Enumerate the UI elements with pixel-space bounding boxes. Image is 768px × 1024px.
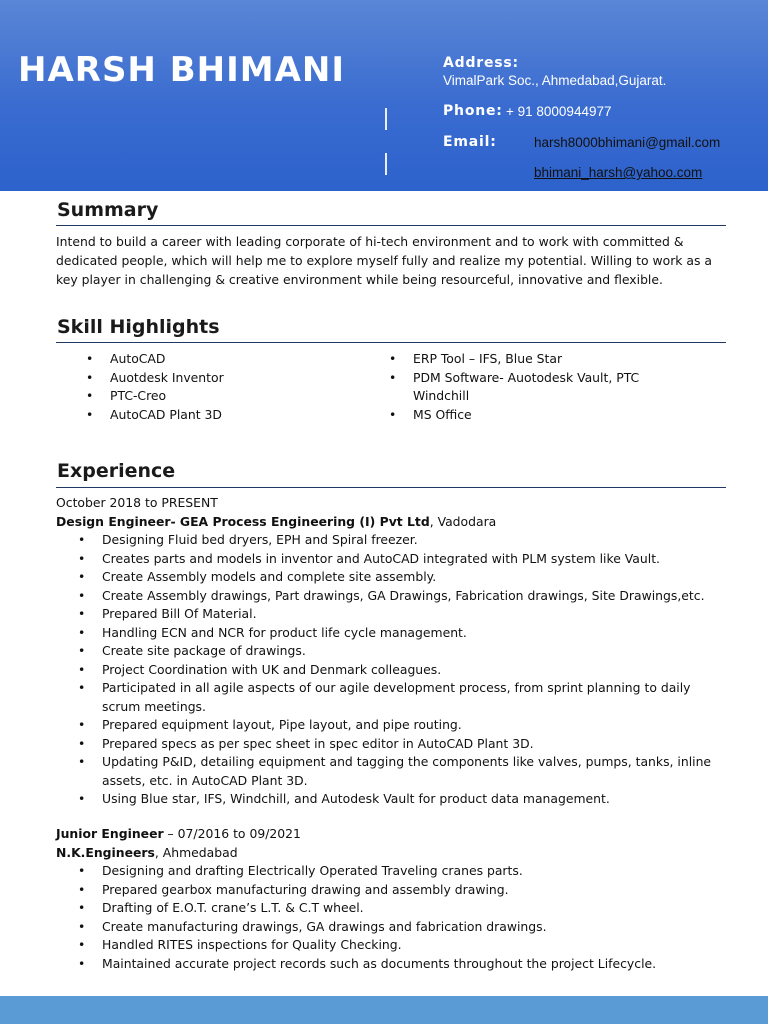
skills-list-left [110,350,370,424]
list-item: • Create site package of drawings. [56,642,726,661]
list-item: • Prepared Bill Of Material. [56,605,726,624]
list-item: • Create Assembly drawings, Part drawings, GA Drawings, Fabrication drawings, Site Drawings,etc. [56,587,726,606]
list-item: • Create Assembly models and complete site assembly. [56,568,726,587]
header-banner [0,0,768,191]
email-link-yahoo[interactable]: bhimani_harsh@yahoo.com [534,165,703,180]
list-item: • Handling ECN and NCR for product life cycle management. [56,624,726,643]
skill-item: • AutoCAD Plant 3D [110,406,370,425]
list-item: • Maintained accurate project records such as documents throughout the project Lifecycle. [56,955,726,974]
list-item: • Creates parts and models in inventor and AutoCAD integrated with PLM system like Vault. [56,550,726,569]
skill-item: • Auotdesk Inventor [110,369,370,388]
job-entry-gea [56,494,726,809]
list-item: • Updating P&ID, detailing equipment and tagging the components like valves, pumps, tanks, inline assets, etc. in AutoCAD Plant 3D. [56,753,726,790]
skills-list-right [413,350,663,424]
divider-bar [385,153,387,175]
phone-label: Phone: [443,103,503,119]
candidate-name: HARSH BHIMANI [18,50,346,90]
job-dates: October 2018 to PRESENT [56,495,218,510]
list-item: • Project Coordination with UK and Denmark colleagues. [56,661,726,680]
job-bullets [56,531,726,809]
job-title-line [56,513,726,532]
list-item: • Designing and drafting Electrically Operated Traveling cranes parts. [56,862,726,881]
summary-heading: Summary [57,199,159,221]
skill-item: • PDM Software- Auotodesk Vault, PTC Windchill [413,369,663,406]
list-item: • Prepared gearbox manufacturing drawing and assembly drawing. [56,881,726,900]
list-item: • Create manufacturing drawings, GA drawings and fabrication drawings. [56,918,726,937]
email-label: Email: [443,134,497,150]
job-company-line [56,844,726,863]
phone-value: + 91 8000944977 [506,104,612,119]
job-bullets [56,862,726,973]
list-item: • Handled RITES inspections for Quality Checking. [56,936,726,955]
job-dates: – 07/2016 to 09/2021 [163,826,301,841]
list-item: • Designing Fluid bed dryers, EPH and Spiral freezer. [56,531,726,550]
job-role: Junior Engineer [56,826,164,841]
section-divider [56,342,726,343]
divider-bar [385,108,387,130]
list-item: • Drafting of E.O.T. crane’s L.T. & C.T wheel. [56,899,726,918]
section-divider [56,225,726,226]
job-company: N.K.Engineers [56,844,155,860]
list-item: • Using Blue star, IFS, Windchill, and Autodesk Vault for product data management. [56,790,726,809]
skill-item: • PTC-Creo [110,387,370,406]
skill-item: • MS Office [413,406,663,425]
address-label: Address: [443,55,519,71]
job-location: , Vadodara [429,513,497,529]
section-divider [56,487,726,488]
list-item: • Prepared equipment layout, Pipe layout, and pipe routing. [56,716,726,735]
skills-heading: Skill Highlights [57,316,220,338]
skill-item: • ERP Tool – IFS, Blue Star [413,350,663,369]
job-entry-nk-engineers [56,825,726,973]
list-item: • Participated in all agile aspects of our agile development process, from sprint planning to daily scrum meetings. [56,679,726,716]
list-item: • Prepared specs as per spec sheet in spec editor in AutoCAD Plant 3D. [56,735,726,754]
job-location: , Ahmedabad [154,844,238,860]
address-value: VimalPark Soc., Ahmedabad,Gujarat. [443,73,667,88]
experience-heading: Experience [57,460,176,482]
skill-item: • AutoCAD [110,350,370,369]
job-role-company: Design Engineer- GEA Process Engineering (I) Pvt Ltd [56,513,430,529]
footer-bar [0,996,768,1024]
email-link-gmail[interactable]: harsh8000bhimani@gmail.com [534,135,721,150]
job-title-line [56,825,726,844]
summary-text: Intend to build a career with leading corporate of hi-tech environment and to work with committed & dedicated people, which will help me to explore myself fully and realize my potential. Willing to work as a key player in challenging & creative environment while being resourceful, innovative and flexible. [56,234,712,287]
